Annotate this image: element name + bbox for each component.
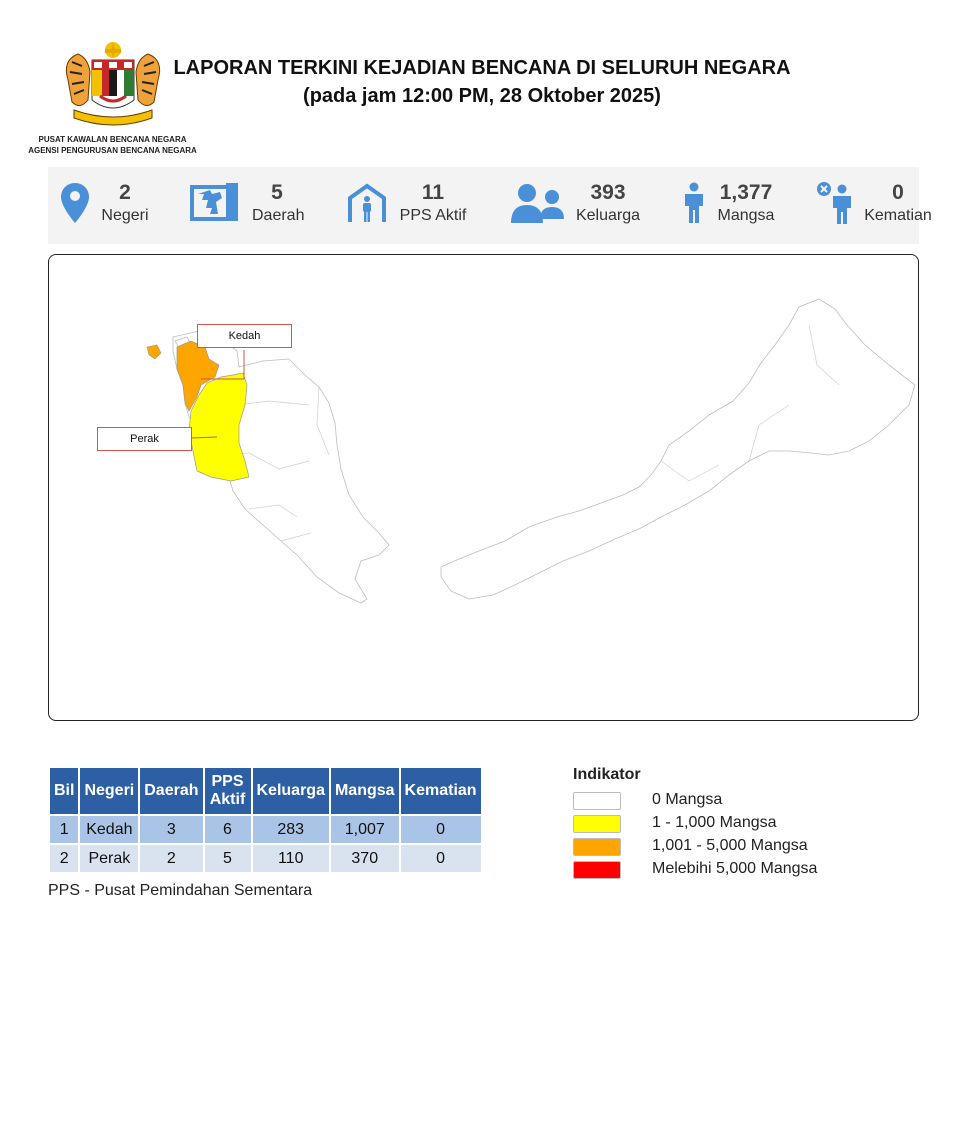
langkawi-island	[147, 345, 161, 359]
stats-bar	[48, 167, 932, 244]
family-icon	[510, 183, 566, 223]
map-label-kedah: Kedah	[197, 324, 292, 348]
person-icon	[682, 182, 706, 224]
cell: 370	[331, 845, 399, 872]
stat-label: Kematian	[864, 207, 932, 224]
legend-label: 0 Mangsa	[652, 791, 723, 808]
stat-label: Negeri	[101, 207, 149, 224]
agency-name	[10, 134, 215, 156]
cell: 1	[50, 816, 78, 843]
cell: 1,007	[331, 816, 399, 843]
stat-value: 393	[590, 181, 626, 204]
cell: 2	[50, 845, 78, 872]
col-keluarga: Keluarga	[253, 768, 329, 814]
cell: 3	[140, 816, 202, 843]
death-icon	[816, 181, 854, 225]
legend-label: 1 - 1,000 Mangsa	[652, 814, 777, 831]
stat-label: PPS Aktif	[399, 207, 467, 224]
col-kematian: Kematian	[401, 768, 481, 814]
map-svg	[49, 255, 918, 720]
stat-value: 1,377	[719, 181, 773, 204]
malaysia-map	[48, 254, 919, 721]
stat-negeri	[58, 167, 168, 244]
legend-swatch	[573, 792, 621, 810]
stat-pps	[346, 167, 476, 244]
cell: 6	[205, 816, 251, 843]
stat-value: 11	[421, 181, 445, 204]
legend-title: Indikator	[573, 766, 641, 783]
col-mangsa: Mangsa	[331, 768, 399, 814]
cell: 110	[253, 845, 329, 872]
stat-keluarga	[510, 167, 660, 244]
agency-line2: AGENSI PENGURUSAN BENCANA NEGARA	[28, 146, 197, 155]
cell: Perak	[80, 845, 138, 872]
table-row	[50, 816, 481, 843]
col-bil: Bil	[50, 768, 78, 814]
legend-swatch	[573, 861, 621, 879]
district-map-icon	[190, 182, 240, 222]
coat-of-arms-logo	[60, 40, 166, 132]
legend-item	[573, 859, 873, 882]
stat-daerah	[190, 167, 320, 244]
legend-label: Melebihi 5,000 Mangsa	[652, 860, 818, 877]
stat-label: Daerah	[252, 207, 305, 224]
summary-table	[48, 766, 483, 874]
east-malaysia-outline	[441, 299, 915, 599]
cell: 5	[205, 845, 251, 872]
col-pps-aktif: PPS Aktif	[205, 768, 251, 814]
cell: 0	[401, 816, 481, 843]
cell: Kedah	[80, 816, 138, 843]
title-line1: LAPORAN TERKINI KEJADIAN BENCANA DI SELURUH NEGARA	[173, 57, 791, 79]
table-header-row	[50, 768, 481, 814]
cell: 2	[140, 845, 202, 872]
shelter-icon	[346, 182, 388, 224]
stat-label: Mangsa	[717, 207, 775, 224]
col-negeri: Negeri	[80, 768, 138, 814]
cell: 283	[253, 816, 329, 843]
legend-swatch	[573, 815, 621, 833]
stat-label: Keluarga	[575, 207, 641, 224]
title-line2: (pada jam 12:00 PM, 28 Oktober 2025)	[303, 85, 661, 107]
agency-line1: PUSAT KAWALAN BENCANA NEGARA	[38, 135, 187, 144]
map-label-perak: Perak	[97, 427, 192, 451]
legend-item	[573, 790, 873, 813]
stat-mangsa	[682, 167, 802, 244]
location-pin-icon	[60, 182, 90, 224]
legend-label: 1,001 - 5,000 Mangsa	[652, 837, 808, 854]
stat-kematian	[816, 167, 932, 244]
stat-value: 2	[119, 181, 131, 204]
map-legend	[573, 766, 873, 882]
cell: 0	[401, 845, 481, 872]
legend-swatch	[573, 838, 621, 856]
table-footnote: PPS - Pusat Pemindahan Sementara	[48, 882, 313, 899]
col-daerah: Daerah	[140, 768, 202, 814]
page-title	[170, 54, 794, 110]
table-row	[50, 845, 481, 872]
stat-value: 0	[892, 181, 904, 204]
legend-item	[573, 813, 873, 836]
stat-value: 5	[271, 181, 283, 204]
legend-item	[573, 836, 873, 859]
